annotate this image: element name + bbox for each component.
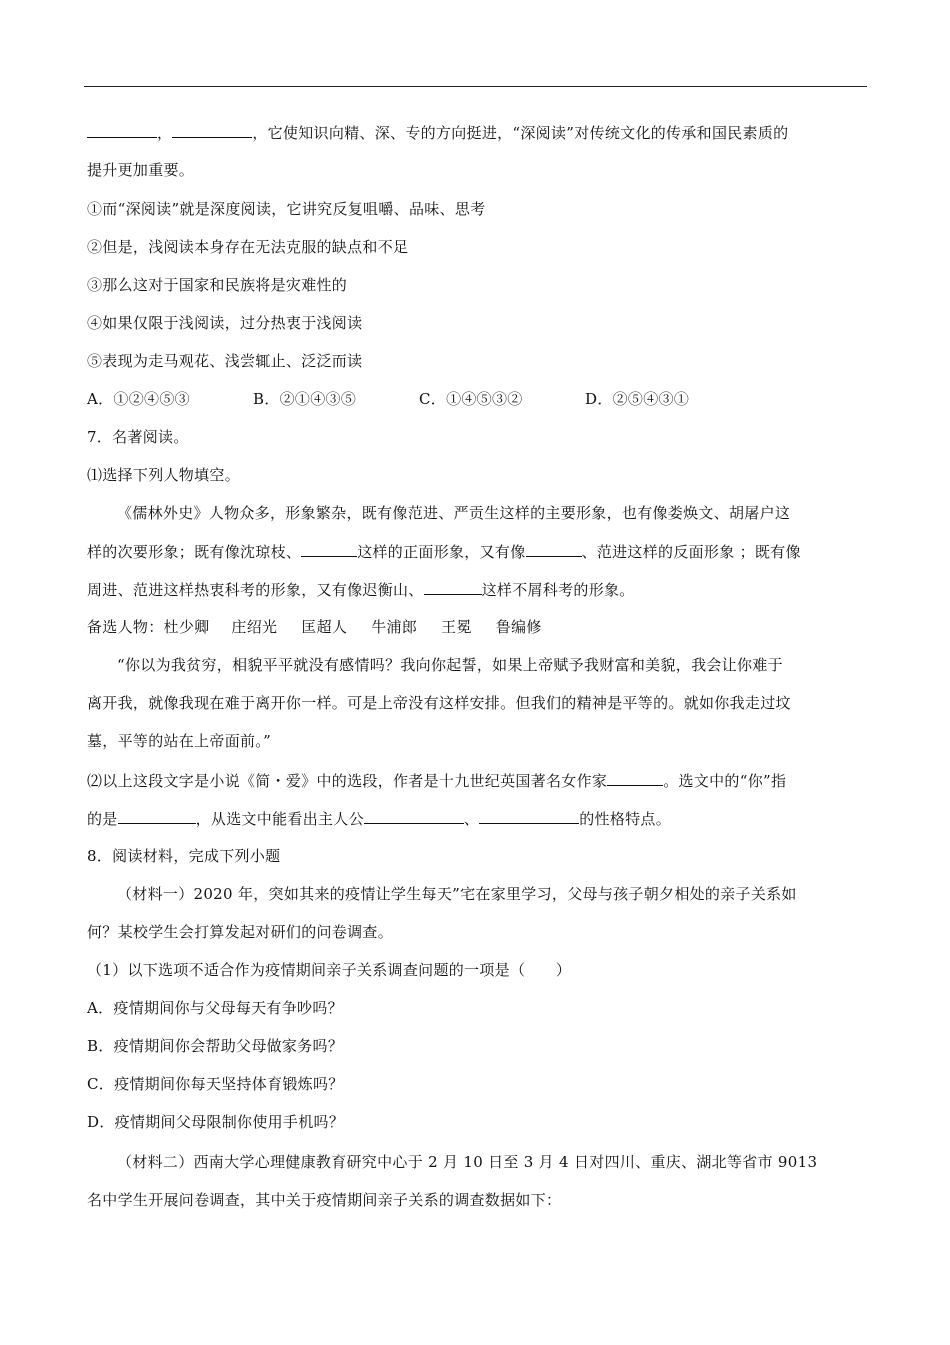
paragraph-line: [87, 541, 801, 562]
text: 的是: [87, 810, 118, 828]
paragraph-line: [87, 579, 635, 600]
answer-options-row: [87, 389, 751, 409]
blank-2[interactable]: [172, 122, 252, 138]
quote-line: “你以为我贫穷，相貌平平就没有感情吗？我向你起誓，如果上帝赋予我财富和美貌，我会让你难于: [117, 656, 783, 674]
blank-positive-figure[interactable]: [301, 541, 357, 557]
blank-trait-2[interactable]: [479, 808, 579, 824]
blank-negative-figure[interactable]: [526, 541, 582, 557]
sentence-item: ⑤表现为走马观花、浅尝辄止、泛泛而读: [87, 352, 363, 370]
text: 的性格特点。: [579, 810, 672, 828]
option-a[interactable]: A．①②④⑤③: [87, 390, 190, 408]
sentence-item: ②但是，浅阅读本身存在无法克服的缺点和不足: [87, 238, 409, 256]
blank-author[interactable]: [607, 770, 663, 786]
names-label: 备选人物：: [87, 618, 164, 636]
header-rule: [84, 86, 867, 87]
sentence-item: ①而“深阅读”就是深度阅读，它讲究反复咀嚼、品味、思考: [87, 200, 486, 218]
material-2-line: 名中学生开展问卷调查，其中关于疫情期间亲子关系的调查数据如下：: [87, 1191, 562, 1209]
fill-in-sentence-line-1: [87, 122, 788, 143]
text: 、范进这样的反面形象 ；既有像: [581, 543, 801, 561]
question-7-sub2-line-2: [87, 808, 671, 829]
fill-in-sentence-line-2: 提升更加重要。: [87, 161, 195, 179]
text: ，它使知识向精、深、专的方向挺进，“深阅读”对传统文化的传承和国民素质的: [252, 124, 789, 142]
option-d[interactable]: D．②⑤④③①: [585, 390, 690, 408]
blank-you-refers-to[interactable]: [118, 808, 196, 824]
text: 这样不屑科考的形象。: [481, 581, 635, 599]
text: 样的次要形象；既有像沈琼枝、: [87, 543, 302, 561]
blank-disdain-figure[interactable]: [424, 579, 482, 595]
text: 、: [463, 810, 480, 828]
candidate-name: 杜少卿: [163, 618, 210, 636]
sentence-item: ④如果仅限于浅阅读，过分热衷于浅阅读: [87, 314, 363, 332]
question-7-title: 7．名著阅读。: [87, 428, 189, 446]
text: ，: [157, 124, 173, 142]
sentence-item: ③那么这对于国家和民族将是灾难性的: [87, 276, 348, 294]
option-b[interactable]: B．②①④③⑤: [253, 390, 357, 408]
material-1-line: （材料一）2020 年，突如其来的疫情让学生每天”宅在家里学习，父母与孩子朝夕相处的亲子关系如: [117, 885, 797, 903]
text: 周进、范进这样热衷科考的形象，又有像迟衡山、: [87, 581, 424, 599]
choice-option-a[interactable]: A．疫情期间你与父母每天有争吵吗？: [87, 999, 343, 1017]
text: ，从选文中能看出主人公: [195, 810, 364, 828]
candidate-name: 王冕: [441, 618, 472, 636]
question-8-title: 8．阅读材料，完成下列小题: [87, 847, 281, 865]
candidate-name: 匡超人: [301, 618, 348, 636]
quote-line: 墓，平等的站在上帝面前。”: [87, 732, 272, 750]
question-8-sub1: （1）以下选项不适合作为疫情期间亲子关系调查问题的一项是（ ）: [87, 961, 572, 979]
choice-option-d[interactable]: D．疫情期间父母限制你使用手机吗？: [87, 1113, 345, 1131]
text: 。选文中的“你”指: [663, 772, 787, 790]
option-c[interactable]: C．①④⑤③②: [419, 390, 523, 408]
candidate-name: 鲁编修: [495, 618, 542, 636]
text: 这样的正面形象，又有像: [357, 543, 526, 561]
candidate-name: 牛浦郎: [371, 618, 418, 636]
paragraph-line: 《儒林外史》人物众多，形象繁杂，既有像范进、严贡生这样的主要形象，也有像娄焕文、胡屠户这: [117, 504, 791, 522]
choice-option-c[interactable]: C．疫情期间你每天坚持体育锻炼吗？: [87, 1075, 344, 1093]
blank-trait-1[interactable]: [364, 808, 464, 824]
question-7-sub2-line-1: [87, 770, 786, 791]
text: ⑵以上这段文字是小说《简・爱》中的选段，作者是十九世纪英国著名女作家: [87, 772, 608, 790]
candidate-names-row: [87, 617, 566, 637]
blank-1[interactable]: [87, 122, 157, 138]
quote-line: 离开我，就像我现在难于离开你一样。可是上帝没有这样安排。但我们的精神是平等的。就如你我走过坟: [87, 694, 791, 712]
question-7-sub1: ⑴选择下列人物填空。: [87, 466, 241, 484]
candidate-name: 庄绍光: [231, 618, 278, 636]
choice-option-b[interactable]: B．疫情期间你会帮助父母做家务吗？: [87, 1037, 344, 1055]
material-1-line: 何？某校学生会打算发起对研们的问卷调查。: [87, 923, 394, 941]
material-2-line: （材料二）西南大学心理健康教育研究中心于 2 月 10 日至 3 月 4 日对四川、重庆、湖北等省市 9013: [117, 1153, 818, 1171]
